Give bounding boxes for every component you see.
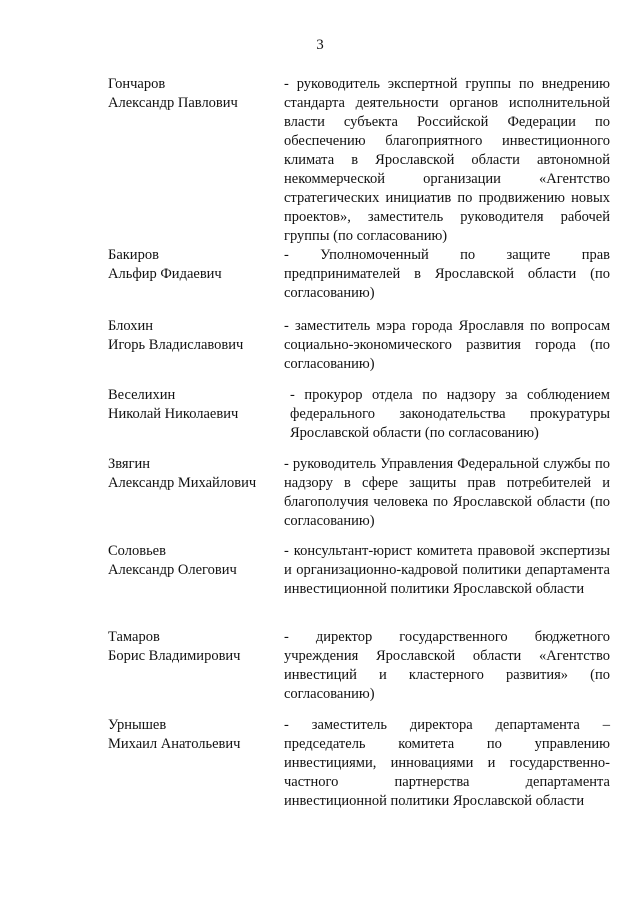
page-number: 3 bbox=[316, 37, 324, 53]
member-given-name: Альфир Фидаевич bbox=[108, 266, 222, 282]
member-surname: Бакиров bbox=[108, 247, 159, 263]
member-name bbox=[108, 386, 278, 424]
member-name bbox=[108, 317, 278, 355]
member-role: - прокурор отдела по надзору за соблюдением федерального законодательства прокуратуры Ярославской области (по согласованию) bbox=[290, 387, 610, 441]
member-surname: Соловьев bbox=[108, 543, 166, 559]
member-role: - Уполномоченный по защите прав предпринимателей в Ярославской области (по согласованию) bbox=[284, 247, 610, 301]
member-given-name: Александр Павлович bbox=[108, 95, 238, 111]
member-role: - руководитель экспертной группы по внедрению стандарта деятельности органов исполнительной власти субъекта Российской Федерации по обеспечению благоприятного инвестиционного климата в Ярославской области автономной некоммерческой организации «Агентство стратегических инициатив по продвижению новых проектов», заместитель руководителя рабочей группы (по согласованию) bbox=[284, 76, 610, 244]
member-given-name: Игорь Владиславович bbox=[108, 337, 244, 353]
member-role: - заместитель мэра города Ярославля по вопросам социально-экономического развития города (по согласованию) bbox=[284, 318, 610, 372]
member-name bbox=[108, 246, 278, 284]
member-given-name: Александр Олегович bbox=[108, 562, 237, 578]
member-given-name: Михаил Анатольевич bbox=[108, 736, 241, 752]
member-name bbox=[108, 542, 278, 580]
member-given-name: Александр Михайлович bbox=[108, 475, 257, 491]
member-surname: Урнышев bbox=[108, 717, 167, 733]
member-role: - консультант-юрист комитета правовой экспертизы и организационно-кадровой политики департамента инвестиционной политики Ярославской области bbox=[284, 543, 610, 597]
member-role: - заместитель директора департамента – председатель комитета по управлению инвестициями, инновациями и государственно-частного партнерства департамента инвестиционной политики Ярославской области bbox=[284, 717, 610, 809]
member-given-name: Николай Николаевич bbox=[108, 406, 239, 422]
member-given-name: Борис Владимирович bbox=[108, 648, 241, 664]
member-name bbox=[108, 455, 278, 493]
member-surname: Звягин bbox=[108, 456, 151, 472]
member-role: - руководитель Управления Федеральной службы по надзору в сфере защиты прав потребителей и благополучия человека по Ярославской области (по согласованию) bbox=[284, 456, 610, 529]
member-surname: Блохин bbox=[108, 318, 154, 334]
member-name bbox=[108, 628, 278, 666]
member-surname: Гончаров bbox=[108, 76, 166, 92]
member-name bbox=[108, 75, 278, 113]
member-surname: Тамаров bbox=[108, 629, 160, 645]
member-surname: Веселихин bbox=[108, 387, 176, 403]
member-name bbox=[108, 716, 278, 754]
member-role: - директор государственного бюджетного учреждения Ярославской области «Агентство инвестиций и кластерного развития» (по согласованию) bbox=[284, 629, 610, 702]
